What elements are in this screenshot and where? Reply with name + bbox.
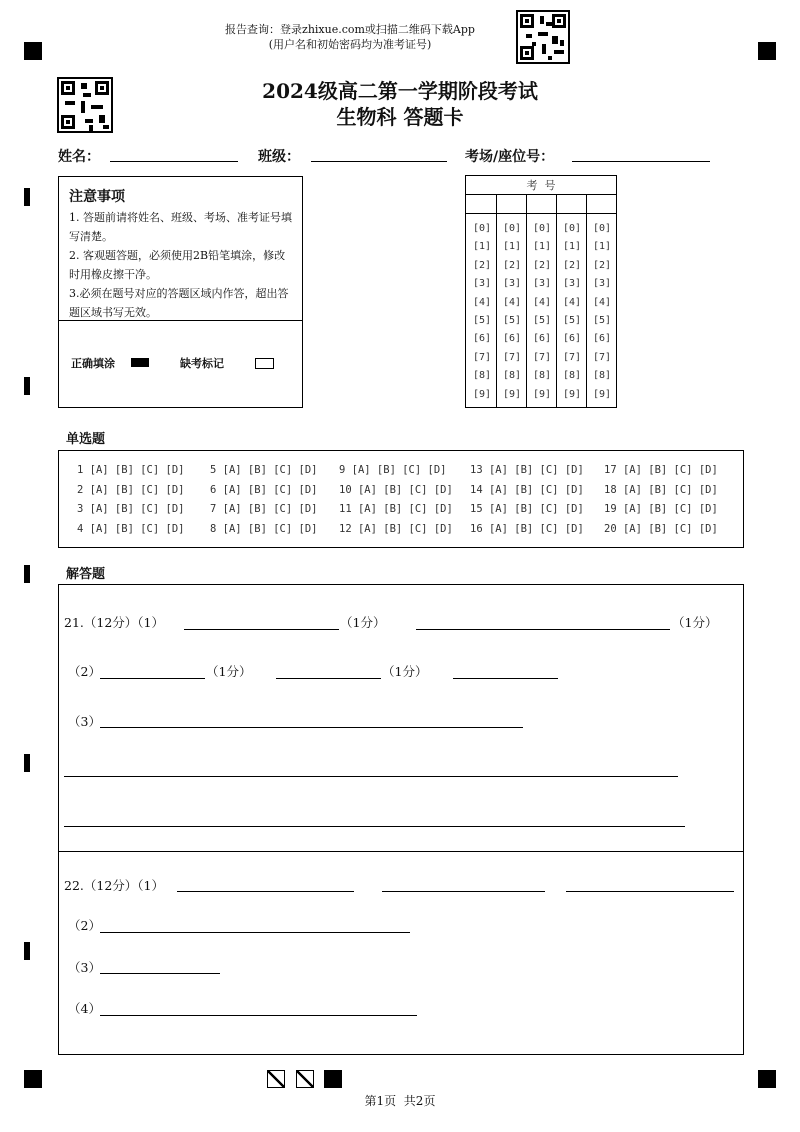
exam-id-digit-bubble[interactable]: [9]: [532, 388, 552, 400]
page-marker-solid: [324, 1070, 342, 1088]
mcq-heading: 单选题: [66, 432, 106, 447]
exam-id-digit-bubble[interactable]: [5]: [472, 315, 492, 327]
absent-mark-box[interactable]: [255, 358, 274, 369]
report-query-note: [180, 22, 520, 52]
q21-3-label: （3）: [68, 714, 101, 729]
exam-id-digit-bubble[interactable]: [5]: [532, 315, 552, 327]
mcq-column: [470, 461, 584, 539]
name-label: 姓名：: [58, 149, 100, 165]
exam-id-digit-bubble[interactable]: [8]: [472, 370, 492, 382]
exam-id-digit-bubble[interactable]: [7]: [532, 351, 552, 363]
page-marker-hatched: [267, 1070, 285, 1088]
timing-mark: [24, 188, 30, 206]
exam-id-digit-bubble[interactable]: [3]: [502, 278, 522, 290]
exam-id-heading: 考 号: [526, 179, 556, 192]
qr-code-student: [57, 77, 113, 133]
mcq-question-row[interactable]: 4 [A] [B] [C] [D]: [77, 522, 185, 535]
q21-2-score-a: （1分）: [206, 664, 252, 679]
q21-3-answer-line2[interactable]: [64, 776, 678, 777]
q21-2-answer-c[interactable]: [453, 678, 558, 679]
exam-id-column: [529, 220, 555, 404]
timing-mark: [24, 754, 30, 772]
name-field[interactable]: [110, 161, 238, 162]
report-query-line1: 报告查询：登录zhixue.com或扫描二维码下载App: [225, 23, 475, 36]
note-item: 3.必须在题号对应的答题区域内作答，超出答题区域书写无效。: [69, 287, 289, 319]
q21-2-answer-a[interactable]: [100, 678, 205, 679]
exam-id-digit-bubble[interactable]: [4]: [562, 296, 582, 308]
exam-title: [200, 78, 600, 130]
notes-heading: 注意事项: [69, 189, 125, 205]
q22-2-answer[interactable]: [100, 932, 410, 933]
mcq-question-row[interactable]: 19 [A] [B] [C] [D]: [604, 503, 718, 515]
mcq-question-row[interactable]: 16 [A] [B] [C] [D]: [470, 522, 584, 535]
correct-fill-sample: [131, 358, 149, 367]
exam-id-column: [469, 220, 495, 404]
qr-code-app: [516, 10, 570, 64]
exam-id-digit-bubble[interactable]: [1]: [562, 241, 582, 253]
exam-id-column: [499, 220, 525, 404]
room-seat-label: 考场/座位号：: [465, 149, 555, 165]
mcq-question-row[interactable]: 2 [A] [B] [C] [D]: [77, 483, 185, 496]
q21-1-answer-b[interactable]: [416, 629, 670, 630]
exam-id-grid: [465, 175, 617, 408]
page-marker-hatched: [296, 1070, 314, 1088]
absent-mark-label: 缺考标记: [180, 357, 224, 370]
room-seat-field[interactable]: [572, 161, 710, 162]
mcq-question-row[interactable]: 13 [A] [B] [C] [D]: [470, 464, 584, 476]
notes-box: [58, 176, 303, 408]
q22-3-answer[interactable]: [100, 973, 220, 974]
exam-id-digit-bubble[interactable]: [6]: [472, 333, 492, 345]
exam-id-digit-bubble[interactable]: [9]: [592, 388, 612, 400]
mcq-question-row[interactable]: 5 [A] [B] [C] [D]: [210, 464, 318, 476]
exam-id-digit-bubble[interactable]: [1]: [472, 241, 492, 253]
exam-id-column: [589, 220, 615, 404]
timing-mark: [24, 565, 30, 583]
exam-id-digit-bubble[interactable]: [0]: [592, 223, 612, 234]
exam-id-digit-bubble[interactable]: [3]: [472, 278, 492, 290]
notes-divider: [59, 320, 302, 321]
timing-mark: [24, 942, 30, 960]
exam-id-digit-bubble[interactable]: [9]: [562, 388, 582, 400]
q21-3-answer-line3[interactable]: [64, 826, 685, 827]
exam-id-digit-bubble[interactable]: [2]: [592, 259, 612, 271]
exam-id-digit-bubble[interactable]: [1]: [502, 241, 522, 253]
mcq-question-row[interactable]: 17 [A] [B] [C] [D]: [604, 464, 718, 476]
registration-mark-top-right: [758, 42, 776, 60]
note-item: 2. 客观题答题，必须使用2B铅笔填涂，修改时用橡皮擦干净。: [69, 249, 286, 281]
q22-4-label: （4）: [68, 1001, 101, 1016]
class-field[interactable]: [311, 161, 447, 162]
mcq-column: [210, 461, 317, 539]
mcq-question-row[interactable]: 9 [A] [B] [C] [D]: [339, 464, 447, 476]
exam-id-digit-bubble[interactable]: [8]: [502, 370, 522, 382]
exam-id-digit-bubble[interactable]: [6]: [532, 333, 552, 345]
mcq-column: [604, 461, 718, 539]
exam-id-digit-bubble[interactable]: [1]: [592, 241, 612, 253]
timing-mark: [24, 377, 30, 395]
exam-id-digit-bubble[interactable]: [1]: [532, 241, 552, 253]
q21-1-score-b: （1分）: [672, 615, 718, 630]
note-item: 1. 答题前请将姓名、班级、考场、准考证号填写清楚。: [69, 211, 292, 243]
mcq-question-row[interactable]: 3 [A] [B] [C] [D]: [77, 503, 185, 515]
mcq-question-row[interactable]: 11 [A] [B] [C] [D]: [339, 503, 453, 515]
exam-id-digit-bubble[interactable]: [2]: [472, 259, 492, 271]
mcq-question-row[interactable]: 18 [A] [B] [C] [D]: [604, 483, 718, 496]
exam-id-digit-bubble[interactable]: [9]: [472, 388, 492, 400]
exam-id-digit-bubble[interactable]: [7]: [562, 351, 582, 363]
exam-id-digit-bubble[interactable]: [8]: [592, 370, 612, 382]
q21-3-answer-line1[interactable]: [100, 727, 523, 728]
answers-heading: 解答题: [66, 567, 106, 582]
class-label: 班级：: [258, 149, 300, 165]
exam-id-digit-bubble[interactable]: [2]: [562, 259, 582, 271]
mcq-question-row[interactable]: 20 [A] [B] [C] [D]: [604, 522, 718, 535]
exam-id-digit-bubble[interactable]: [7]: [592, 351, 612, 363]
mcq-question-row[interactable]: 10 [A] [B] [C] [D]: [339, 483, 453, 496]
mcq-column: [77, 461, 184, 539]
exam-id-digit-bubble[interactable]: [8]: [532, 370, 552, 382]
exam-id-digit-bubble[interactable]: [0]: [532, 223, 552, 234]
exam-id-digit-bubble[interactable]: [5]: [562, 315, 582, 327]
exam-id-digit-bubble[interactable]: [3]: [562, 278, 582, 290]
mcq-column: [339, 461, 453, 539]
mcq-question-row[interactable]: 15 [A] [B] [C] [D]: [470, 503, 584, 515]
registration-mark-bottom-left: [24, 1070, 42, 1088]
exam-title-line1: 2024级高二第一学期阶段考试: [262, 79, 538, 103]
exam-id-digit-bubble[interactable]: [7]: [502, 351, 522, 363]
exam-id-digit-bubble[interactable]: [4]: [592, 296, 612, 308]
q21-1-answer-a[interactable]: [184, 629, 339, 630]
exam-id-digit-bubble[interactable]: [9]: [502, 388, 522, 400]
registration-mark-top-left: [24, 42, 42, 60]
q21-q22-divider: [59, 851, 743, 852]
exam-id-column: [559, 220, 585, 404]
exam-id-digit-bubble[interactable]: [4]: [472, 296, 492, 308]
mcq-question-row[interactable]: 7 [A] [B] [C] [D]: [210, 503, 318, 515]
exam-id-digit-bubble[interactable]: [6]: [562, 333, 582, 345]
q21-2-score-b: （1分）: [382, 664, 428, 679]
mcq-question-row[interactable]: 1 [A] [B] [C] [D]: [77, 464, 185, 476]
exam-id-digit-bubble[interactable]: [2]: [502, 259, 522, 271]
correct-fill-label: 正确填涂: [71, 357, 115, 370]
exam-id-digit-bubble[interactable]: [3]: [532, 278, 552, 290]
exam-id-digit-bubble[interactable]: [8]: [562, 370, 582, 382]
registration-mark-bottom-right: [758, 1070, 776, 1088]
exam-id-digit-bubble[interactable]: [6]: [502, 333, 522, 345]
q21-label: 21.（12分）（1）: [64, 615, 164, 630]
mcq-box: [58, 450, 744, 548]
q22-label: 22.（12分）（1）: [64, 878, 164, 893]
exam-id-digit-bubble[interactable]: [0]: [472, 223, 492, 234]
q21-2-answer-b[interactable]: [276, 678, 381, 679]
exam-id-digit-bubble[interactable]: [4]: [532, 296, 552, 308]
answers-box: [58, 584, 744, 1055]
q22-4-answer[interactable]: [100, 1015, 417, 1016]
mcq-question-row[interactable]: 8 [A] [B] [C] [D]: [210, 522, 318, 535]
exam-id-digit-bubble[interactable]: [0]: [562, 223, 582, 234]
exam-id-digit-bubble[interactable]: [0]: [502, 223, 522, 234]
q22-1-answer-c[interactable]: [566, 891, 734, 892]
mcq-question-row[interactable]: 12 [A] [B] [C] [D]: [339, 522, 453, 535]
q21-2-label: （2）: [68, 664, 101, 679]
exam-id-digit-bubble[interactable]: [3]: [592, 278, 612, 290]
exam-id-digit-bubble[interactable]: [7]: [472, 351, 492, 363]
exam-title-line2: 生物科 答题卡: [336, 105, 464, 129]
q21-1-score-a: （1分）: [340, 615, 386, 630]
exam-id-digit-bubble[interactable]: [2]: [532, 259, 552, 271]
exam-id-digit-bubble[interactable]: [5]: [592, 315, 612, 327]
q22-2-label: （2）: [68, 918, 101, 933]
report-query-line2: (用户名和初始密码均为准考证号): [268, 38, 432, 51]
exam-id-digit-bubble[interactable]: [5]: [502, 315, 522, 327]
q22-1-answer-a[interactable]: [177, 891, 354, 892]
exam-id-digit-bubble[interactable]: [6]: [592, 333, 612, 345]
mcq-question-row[interactable]: 6 [A] [B] [C] [D]: [210, 483, 318, 496]
q22-1-answer-b[interactable]: [382, 891, 545, 892]
exam-id-digit-bubble[interactable]: [4]: [502, 296, 522, 308]
notes-list: [69, 208, 295, 322]
q22-3-label: （3）: [68, 960, 101, 975]
mcq-question-row[interactable]: 14 [A] [B] [C] [D]: [470, 483, 584, 496]
page-number: 第1页 共2页: [364, 1094, 436, 1108]
